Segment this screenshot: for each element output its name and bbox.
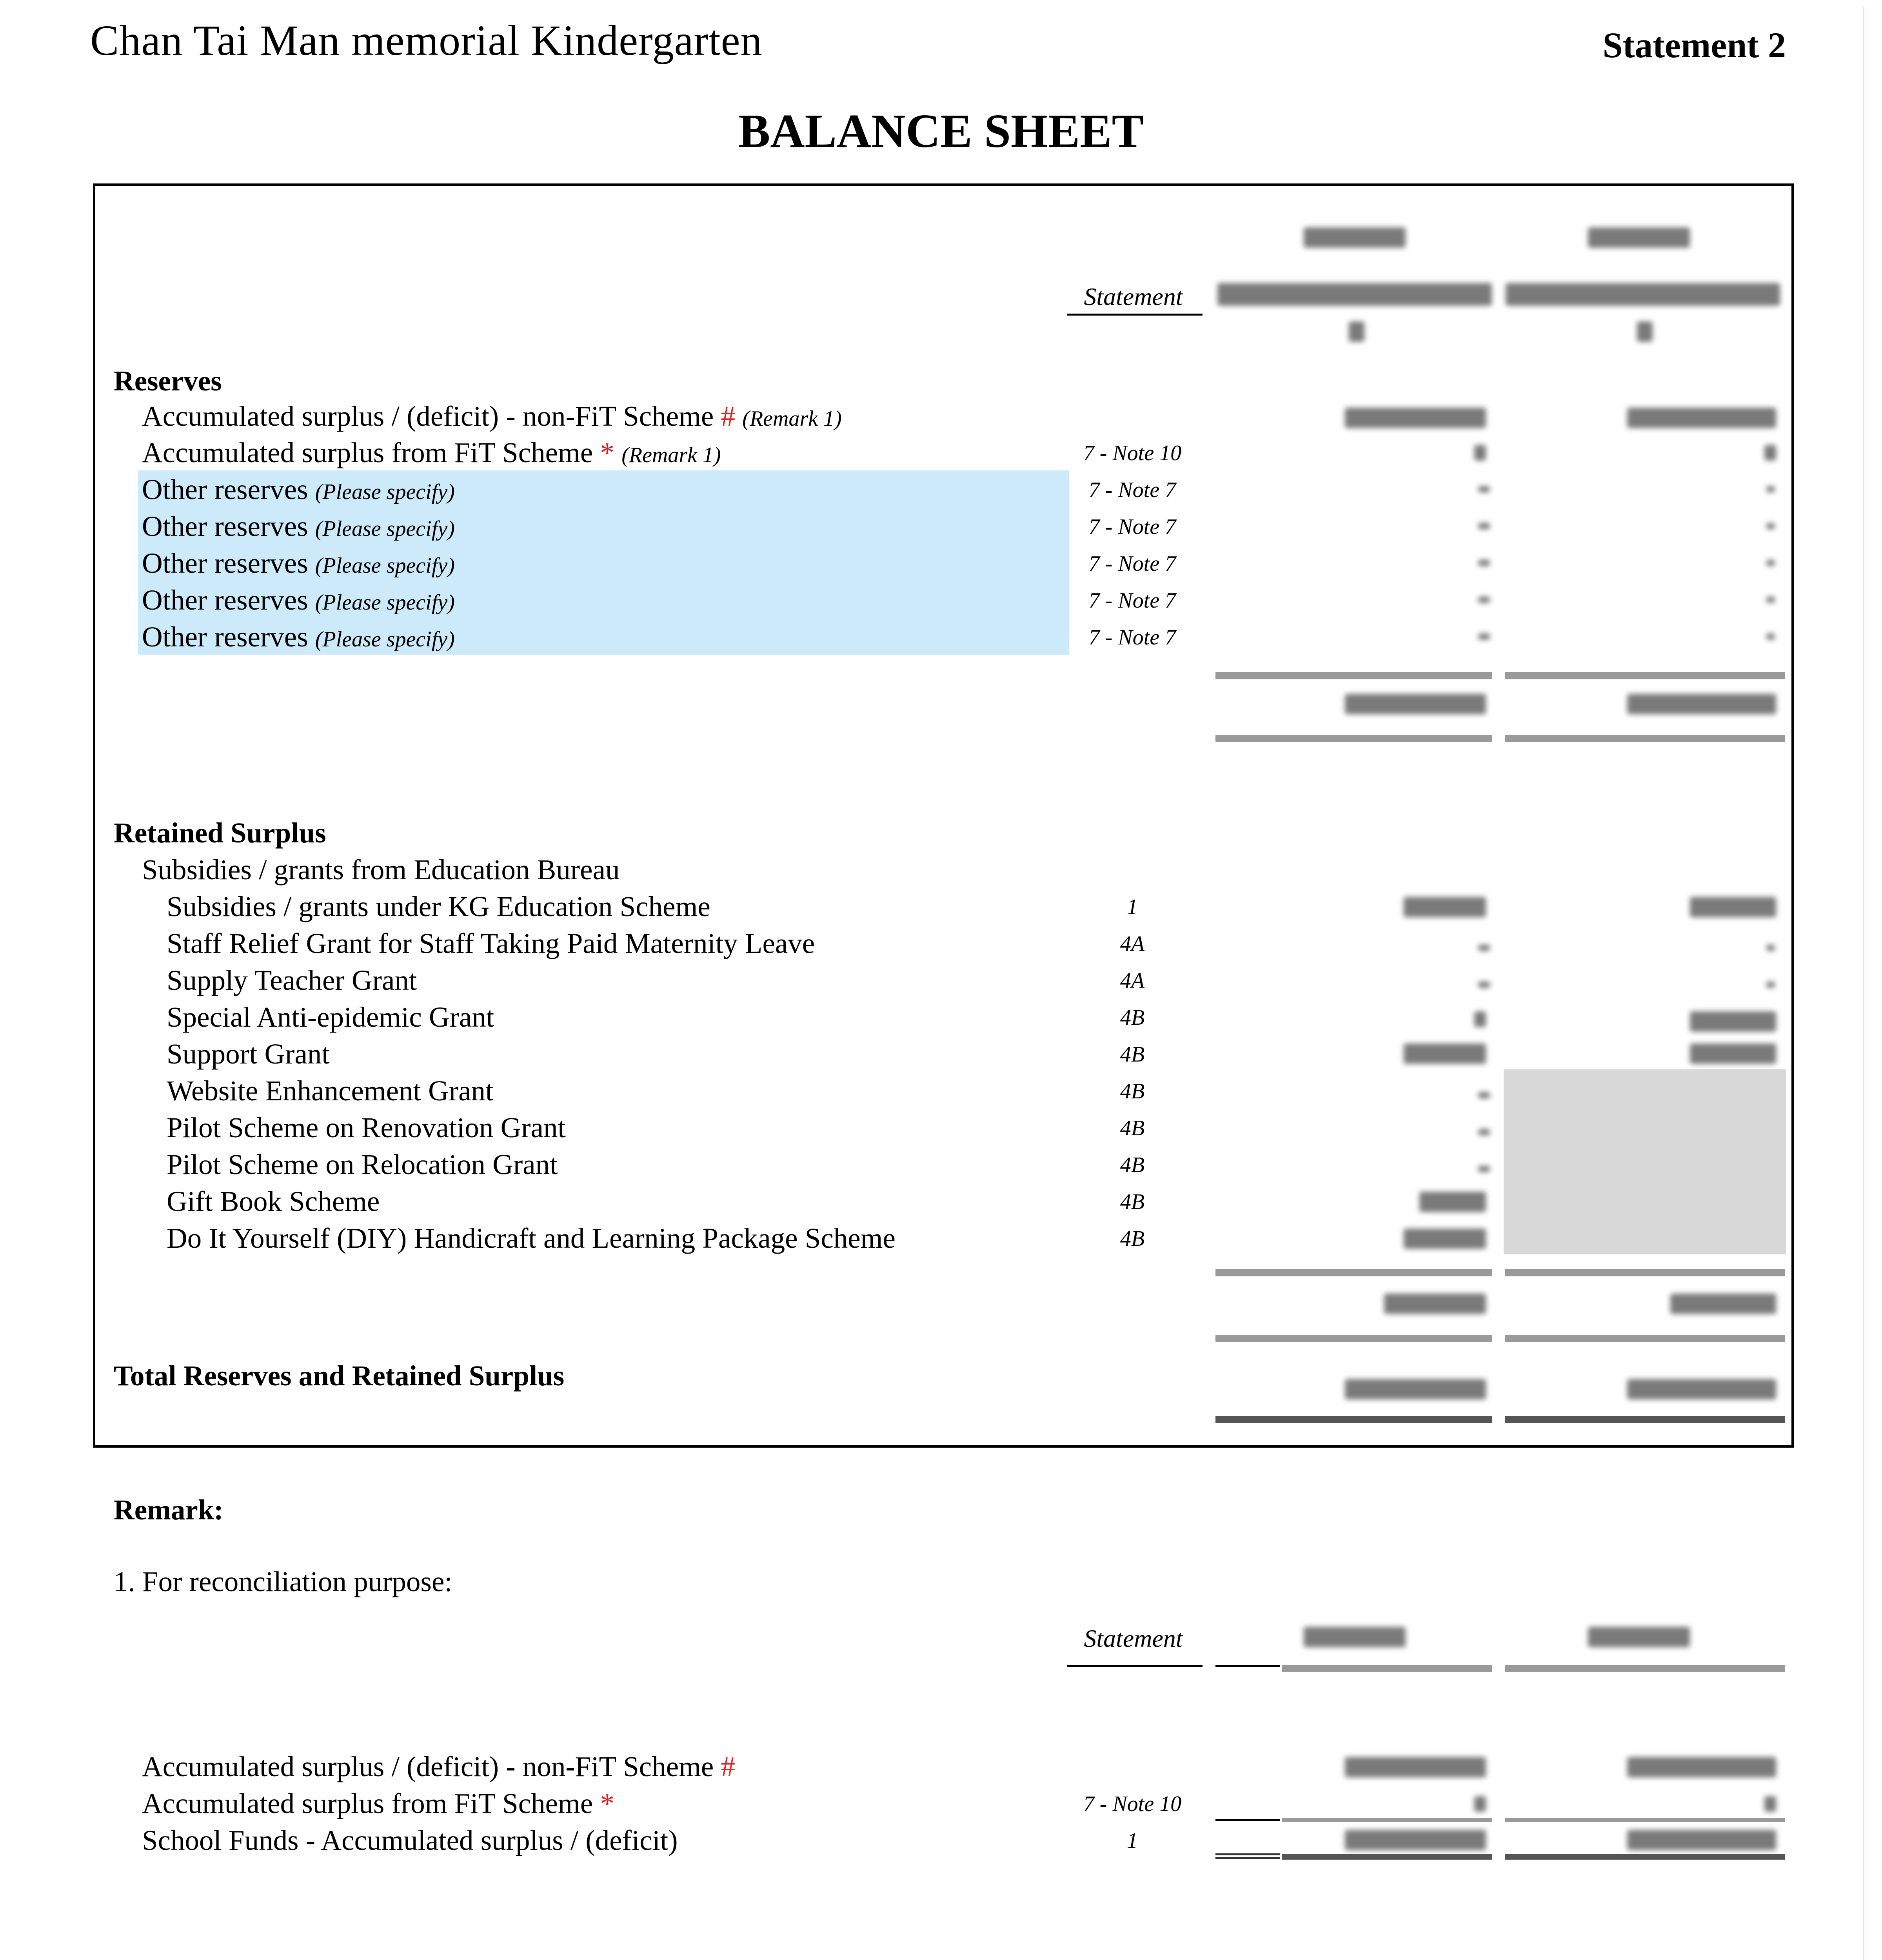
remark-item-1: 1. For reconciliation purpose: — [114, 1566, 452, 1597]
subtotal-rule — [1505, 735, 1785, 742]
retained-row: Supply Teacher Grant — [167, 964, 417, 996]
value-cell — [1627, 1757, 1776, 1777]
value-cell — [1627, 408, 1776, 428]
reserves-row-other: Other reserves (Please specify) — [142, 547, 455, 579]
retained-subtotal-2021 — [1384, 1294, 1486, 1314]
balance-sheet-box — [93, 183, 1794, 1448]
value-cell — [1766, 486, 1775, 492]
value-cell — [1474, 1796, 1486, 1812]
value-cell — [1690, 1011, 1776, 1032]
value-cell — [1474, 445, 1486, 461]
total-rule — [1505, 1416, 1785, 1423]
statement-column-header: Statement — [1084, 283, 1183, 310]
note-ref: 1 — [1127, 895, 1138, 919]
remark-row-non-fit: Accumulated surplus / (deficit) - non-FiT Scheme # — [142, 1751, 736, 1782]
remark-header-rule — [1282, 1665, 1492, 1672]
note-ref: 4B — [1120, 1227, 1145, 1251]
value-cell — [1627, 1830, 1776, 1850]
total-value-2020 — [1627, 1379, 1776, 1399]
value-cell — [1766, 597, 1775, 603]
value-cell — [1345, 1757, 1486, 1777]
remark-statement-rule — [1067, 1665, 1203, 1667]
remark-header-rule — [1505, 1665, 1785, 1672]
remark-total-rule — [1282, 1854, 1492, 1860]
statement-label: Statement 2 — [1602, 25, 1786, 65]
year-header-2021 — [1304, 227, 1406, 248]
note-ref: 7 - Note 10 — [1083, 441, 1182, 465]
note-ref: 7 - Note 7 — [1088, 552, 1176, 576]
value-cell — [1345, 1830, 1486, 1850]
value-cell — [1766, 523, 1775, 529]
currency-2020 — [1637, 321, 1653, 342]
subtotal-rule — [1215, 1269, 1492, 1276]
remark-row-school-funds: School Funds - Accumulated surplus / (deficit) — [142, 1824, 678, 1856]
value-cell — [1690, 1044, 1776, 1064]
remark-statement-column-header: Statement — [1084, 1624, 1183, 1652]
note-ref: 4A — [1120, 932, 1145, 956]
value-cell — [1478, 945, 1490, 951]
note-ref: 7 - Note 7 — [1088, 588, 1176, 613]
retained-heading: Retained Surplus — [114, 817, 326, 849]
value-cell — [1404, 1229, 1486, 1249]
hash-marker: # — [721, 400, 736, 432]
note-ref: 4B — [1120, 1116, 1145, 1140]
total-label: Total Reserves and Retained Surplus — [114, 1360, 565, 1392]
remark-ref: (Remark 1) — [742, 407, 842, 431]
value-cell — [1766, 633, 1775, 640]
remark-year-2020 — [1588, 1627, 1690, 1647]
note-ref: 4A — [1120, 969, 1145, 993]
value-cell — [1764, 445, 1776, 461]
note-ref: 7 - Note 7 — [1088, 625, 1176, 650]
subtotal-rule — [1215, 672, 1492, 679]
retained-row: Website Enhancement Grant — [167, 1075, 494, 1107]
subtotal-rule — [1505, 672, 1785, 679]
retained-row: Special Anti-epidemic Grant — [167, 1001, 494, 1033]
value-cell — [1690, 897, 1776, 917]
remark-sum-rule — [1282, 1818, 1492, 1822]
value-cell — [1474, 1011, 1486, 1027]
not-applicable-shading — [1504, 1069, 1786, 1254]
note-ref: 4B — [1120, 1153, 1145, 1177]
retained-row: Do It Yourself (DIY) Handicraft and Learning Package Scheme — [167, 1222, 896, 1254]
value-cell — [1404, 897, 1486, 917]
reserves-row-other: Other reserves (Please specify) — [142, 474, 455, 505]
hash-marker: # — [721, 1751, 736, 1782]
reserves-row-other: Other reserves (Please specify) — [142, 584, 455, 616]
value-cell — [1764, 1796, 1776, 1812]
sheet-title: BALANCE SHEET — [738, 105, 1144, 158]
note-ref: 4B — [1120, 1005, 1145, 1030]
reserves-row-other: Other reserves (Please specify) — [142, 510, 455, 542]
note-ref: 4B — [1120, 1190, 1145, 1214]
note-ref: 4B — [1120, 1042, 1145, 1067]
school-name: Chan Tai Man memorial Kindergarten — [90, 16, 763, 64]
retained-row: Staff Relief Grant for Staff Taking Paid Maternity Leave — [167, 927, 815, 959]
date-header-2021 — [1217, 283, 1492, 306]
retained-row: Gift Book Scheme — [167, 1185, 380, 1217]
subtotal-rule — [1215, 735, 1492, 742]
remark-heading: Remark: — [114, 1494, 223, 1526]
retained-row: Pilot Scheme on Renovation Grant — [167, 1112, 566, 1143]
value-cell — [1766, 560, 1775, 566]
subtotal-rule — [1505, 1269, 1785, 1276]
retained-subtotal-2020 — [1670, 1294, 1776, 1314]
remark-sum-rule — [1215, 1819, 1280, 1821]
value-cell — [1478, 560, 1490, 566]
note-ref: 1 — [1127, 1829, 1138, 1853]
reserves-row-other: Other reserves (Please specify) — [142, 621, 455, 653]
year-header-2020 — [1588, 227, 1690, 248]
total-value-2021 — [1345, 1379, 1486, 1399]
retained-row: Pilot Scheme on Relocation Grant — [167, 1149, 558, 1180]
subtotal-rule — [1505, 1335, 1785, 1342]
value-cell — [1478, 523, 1490, 529]
retained-row: Subsidies / grants under KG Education Scheme — [167, 891, 710, 922]
value-cell — [1478, 597, 1490, 603]
value-cell — [1404, 1044, 1486, 1064]
remark-total-rule — [1215, 1853, 1280, 1859]
reserves-heading: Reserves — [114, 365, 222, 397]
value-cell — [1478, 982, 1490, 988]
remark-total-rule — [1505, 1854, 1785, 1860]
currency-2021 — [1349, 321, 1364, 342]
value-cell — [1478, 486, 1490, 492]
value-cell — [1766, 945, 1775, 951]
note-ref: 7 - Note 10 — [1083, 1792, 1182, 1816]
value-cell — [1478, 633, 1490, 640]
note-ref: 7 - Note 7 — [1088, 515, 1176, 539]
remark-row-fit: Accumulated surplus from FiT Scheme * — [142, 1788, 614, 1819]
value-cell — [1345, 408, 1486, 428]
note-ref: 4B — [1120, 1079, 1145, 1103]
asterisk-marker: * — [600, 1788, 614, 1819]
asterisk-marker: * — [600, 437, 614, 468]
remark-header-rule — [1215, 1665, 1280, 1667]
subtotal-rule — [1215, 1335, 1492, 1342]
value-cell — [1478, 1166, 1490, 1172]
value-cell — [1478, 1129, 1490, 1135]
statement-header-rule — [1067, 314, 1203, 316]
retained-subheading: Subsidies / grants from Education Bureau — [142, 854, 620, 886]
remark-ref: (Remark 1) — [621, 443, 721, 467]
reserves-subtotal-2020 — [1627, 694, 1776, 714]
value-cell — [1766, 982, 1775, 988]
note-ref: 7 - Note 7 — [1088, 478, 1176, 502]
value-cell — [1419, 1192, 1486, 1212]
remark-sum-rule — [1505, 1818, 1785, 1822]
reserves-subtotal-2021 — [1345, 694, 1486, 714]
total-rule — [1215, 1416, 1492, 1423]
retained-row: Support Grant — [167, 1038, 330, 1070]
value-cell — [1478, 1092, 1490, 1098]
date-header-2020 — [1506, 283, 1780, 306]
reserves-row-fit: Accumulated surplus from FiT Scheme * (Remark 1) — [142, 437, 721, 468]
reserves-row-non-fit: Accumulated surplus / (deficit) - non-FiT Scheme # (Remark 1) — [142, 400, 842, 432]
remark-year-2021 — [1304, 1627, 1406, 1647]
